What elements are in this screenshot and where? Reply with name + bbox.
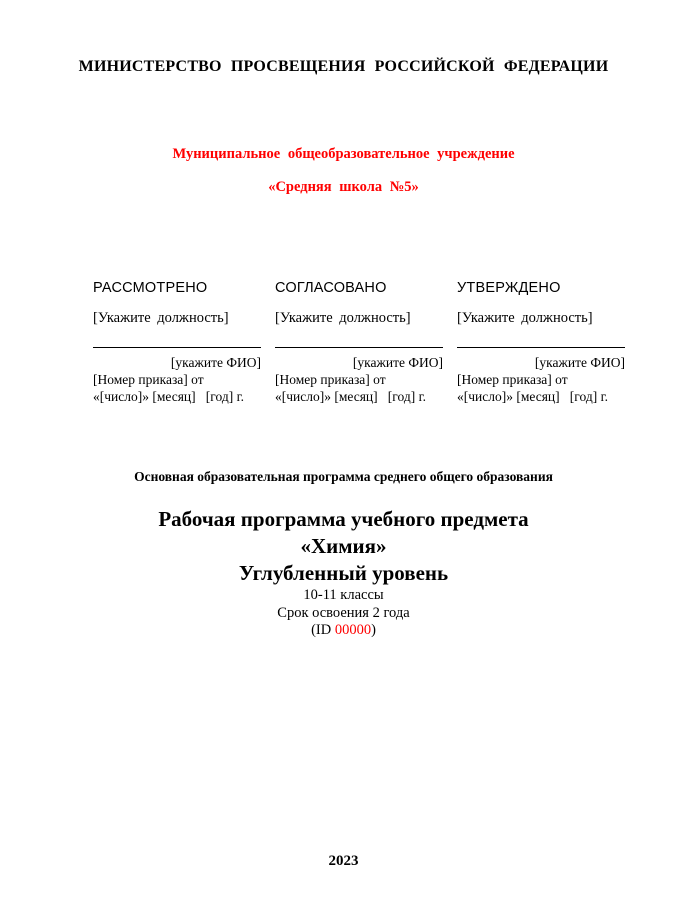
signature-line [275, 347, 443, 348]
subject-name: «Химия» [300, 534, 387, 558]
order-date-line: «[число]» [месяц] [год] г. [457, 389, 608, 404]
approvals-row [93, 280, 625, 405]
program-title [30, 506, 657, 587]
level-title: Углубленный уровень [238, 561, 449, 585]
approval-column-agreed [275, 280, 443, 405]
duration-line: Срок освоения 2 года [277, 604, 410, 621]
ministry-title: МИНИСТЕРСТВО ПРОСВЕЩЕНИЯ РОССИЙСКОЙ ФЕДЕРАЦИИ [78, 58, 609, 75]
position-placeholder: [Укажите должность] [93, 310, 229, 326]
id-prefix: (ID [311, 622, 335, 638]
id-value: 00000 [334, 622, 372, 638]
approval-column-reviewed [93, 280, 261, 405]
signature-line [457, 347, 625, 348]
position-placeholder: [Укажите должность] [457, 310, 593, 326]
school-name: «Средняя школа №5» [268, 179, 419, 195]
approval-status-label: СОГЛАСОВАНО [275, 280, 387, 296]
signature-line [93, 347, 261, 348]
program-title-block [30, 468, 657, 640]
id-suffix: ) [371, 622, 376, 638]
fio-placeholder: [укажите ФИО] [534, 355, 625, 370]
year-label: 2023 [328, 853, 359, 869]
order-number-line: [Номер приказа] от [93, 372, 204, 387]
fio-placeholder: [укажите ФИО] [352, 355, 443, 370]
organization-name: Муниципальное общеобразовательное учреждение [172, 146, 515, 162]
order-date-line: «[число]» [месяц] [год] г. [93, 389, 244, 404]
position-placeholder: [Укажите должность] [275, 310, 411, 326]
approval-status-label: РАССМОТРЕНО [93, 280, 208, 296]
approval-column-approved [457, 280, 625, 405]
order-date-line: «[число]» [месяц] [год] г. [275, 389, 426, 404]
grades-line: 10-11 классы [303, 587, 384, 603]
program-title-line: Рабочая программа учебного предмета [158, 507, 529, 531]
id-line [30, 622, 657, 640]
edu-program-subtitle: Основная образовательная программа среднего общего образования [134, 469, 553, 484]
order-number-line: [Номер приказа] от [275, 372, 386, 387]
fio-placeholder: [укажите ФИО] [170, 355, 261, 370]
order-number-line: [Номер приказа] от [457, 372, 568, 387]
approval-status-label: УТВЕРЖДЕНО [457, 280, 561, 296]
